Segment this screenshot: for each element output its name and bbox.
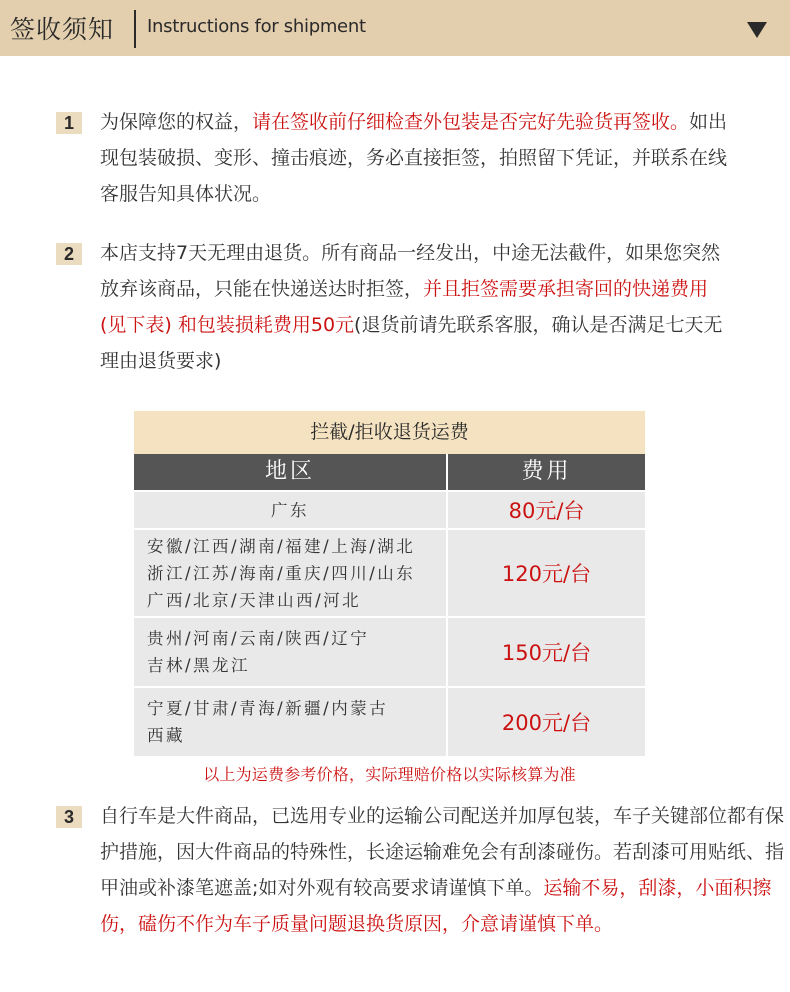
item-number-badge: 2 <box>56 243 82 265</box>
fee-cell: 120元/台 <box>501 562 592 586</box>
region-line: 安徽/江西/湖南/福建/上海/湖北 <box>147 536 416 556</box>
triangle-down-icon[interactable] <box>747 22 767 38</box>
item-highlight: 并且拒签需要承担寄回的快递费用 (见下表) 和包装损耗费用50元 <box>100 278 709 336</box>
item-number-badge: 1 <box>56 112 82 134</box>
table-note: 以上为运费参考价格，实际理赔价格以实际核算为准 <box>203 765 576 784</box>
item-text-after: (退货前请先联系客服，确认是否满足七天无理由退货要求) <box>100 314 723 372</box>
region-line: 贵州/河南/云南/陕西/辽宁 <box>147 629 370 648</box>
region-line: 广西/北京/天津山西/河北 <box>147 590 362 610</box>
item-number-badge: 3 <box>56 806 82 828</box>
table-row <box>134 528 645 616</box>
item-text: 自行车是大件商品，已选用专业的运输公司配送并加厚包装，车子关键部位都有保护措施，因大件商品的特殊性，长途运输难免会有刮漆碰伤。若刮漆可用贴纸、指甲油或补漆笔遮盖;如对外观有较高要求请谨慎下单。 <box>100 805 785 899</box>
region-cell <box>134 530 448 616</box>
fee-cell: 200元/台 <box>501 711 592 735</box>
table-row <box>134 490 645 528</box>
item-highlight: 请在签收前仔细检查外包装是否完好先验货再签收。 <box>252 111 690 133</box>
table-title: 拦截/拒收退货运费 <box>134 411 645 454</box>
return-fee-table <box>134 411 645 756</box>
region-cell <box>134 618 448 686</box>
header-divider <box>134 10 136 48</box>
region-line: 广东 <box>271 500 309 520</box>
fee-cell: 80元/台 <box>508 499 585 523</box>
item-highlight: 运输不易，刮漆，小面积擦伤，磕伤不作为车子质量问题退换货原因，介意请谨慎下单。 <box>100 877 772 935</box>
instruction-item-2 <box>100 235 730 379</box>
item-text: 为保障您的权益， <box>100 111 253 133</box>
fee-cell: 150元/台 <box>501 641 592 665</box>
region-line: 宁夏/甘肃/青海/新疆/内蒙古 <box>147 699 389 718</box>
table-header-row <box>134 454 645 490</box>
page-title: 签收须知 <box>10 15 115 44</box>
region-line: 浙江/江苏/海南/重庆/四川/山东 <box>147 563 416 583</box>
region-cell <box>134 688 448 756</box>
region-line: 西藏 <box>147 726 185 745</box>
table-row <box>134 686 645 756</box>
item-text: 本店支持7天无理由退货。所有商品一经发出，中途无法截件，如果您突然放弃该商品，只能在快递送达时拒签， <box>100 242 721 300</box>
column-header-region: 地区 <box>134 454 448 490</box>
region-cell <box>134 492 448 528</box>
table-row <box>134 616 645 686</box>
instruction-item-1 <box>100 104 730 212</box>
item-text-after: 如出现包装破损、变形、撞击痕迹，务必直接拒签，拍照留下凭证，并联系在线客服告知具体状况。 <box>100 111 728 205</box>
header-bar <box>0 0 790 56</box>
region-line: 吉林/黑龙江 <box>147 656 251 675</box>
column-header-fee: 费用 <box>521 459 572 484</box>
instruction-item-3 <box>100 798 790 942</box>
page-subtitle: Instructions for shipment <box>147 16 366 37</box>
